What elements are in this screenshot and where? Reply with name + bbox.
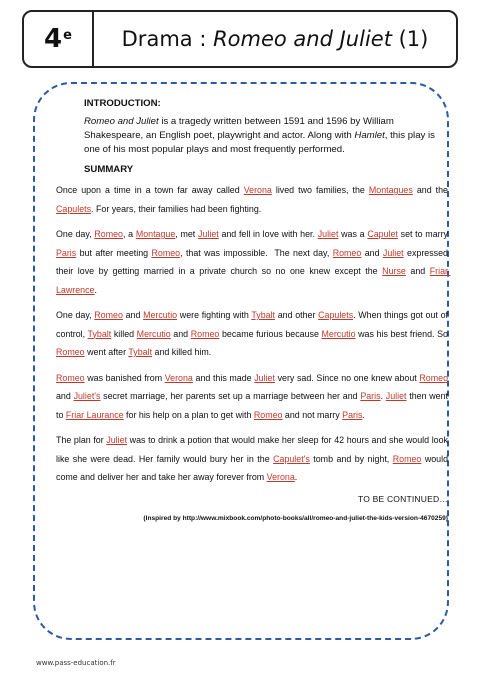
text-run: was banished from [84,372,165,383]
text-run: and fell in love with her. [218,229,318,239]
page-title [94,12,456,66]
text-run: , a [122,229,136,239]
text-run: . When things got out of control, [56,310,451,339]
summary-paragraph [56,306,451,362]
text-run: Romeo and Juliet [84,116,159,127]
text-run: set to marry [397,229,451,239]
character-name: Capulet's [273,453,310,464]
character-name: Friar Laurance [65,409,124,420]
text-run: but after meeting [76,247,152,258]
title-prefix: Drama : [121,27,214,51]
text-run: tomb and by night, [309,453,393,464]
to-be-continued: TO BE CONTINUED… [358,493,448,504]
character-name: Romeo [94,310,123,320]
text-run: , that was impossible. The next day, [180,247,333,258]
character-name: Romeo [392,453,422,464]
character-name: Romeo [56,347,85,357]
character-name: Verona [243,185,272,195]
grade-number: 4 [44,24,63,54]
text-run: was his best friend. So [355,328,451,339]
text-run: and killed him. [152,347,212,357]
character-name: Tybalt [128,347,153,357]
introduction-text [84,115,448,157]
text-run: and this made [192,372,255,383]
character-name: Romeo [190,328,220,339]
character-name: Verona [164,372,193,383]
header-box [22,10,458,68]
character-name: Capulets [56,203,92,214]
character-name: Verona [266,472,295,482]
text-run: One day, [56,310,95,320]
source-credit: (Inspired by http://www.mixbook.com/photo-books/all/romeo-and-juliet-the-kids-version-4670259) [143,514,448,522]
text-run: killed [111,328,137,339]
text-run: would come and deliver her and take her away forever from [56,453,451,482]
text-run: and not marry [282,409,343,420]
text-run: went after [84,347,129,357]
summary-paragraph [56,431,451,487]
grade-level [24,12,94,66]
content [56,98,451,522]
character-name: Juliet [317,229,339,239]
summary-paragraph [56,225,451,299]
text-run: Hamlet [354,130,385,141]
text-run: for his help on a plan to get with [123,409,254,420]
text-run: and [122,310,144,320]
text-run: and the [412,185,451,195]
summary-paragraph [56,181,451,218]
text-run: were fighting with [177,310,252,320]
character-name: Capulets [318,310,354,320]
title-suffix: (1) [391,27,429,51]
summary-paragraph [56,369,451,425]
character-name: Friar Lawrence [56,266,451,295]
character-name: Romeo [56,372,85,383]
character-name: Juliet [198,229,219,239]
text-run: became furious because [219,328,322,339]
character-name: Capulet [367,229,398,239]
text-run: and other [275,310,319,320]
text-run: and [361,247,383,258]
character-name: Romeo [419,372,449,383]
character-name: Juliet [254,372,275,383]
footer-website: www.pass-education.fr [36,659,116,667]
character-name: Paris [342,409,363,420]
text-run: then went to [56,391,451,420]
character-name: Tybalt [87,328,112,339]
character-name: Juliet [382,247,404,258]
character-name: Mercutio [321,328,356,339]
introduction-heading: INTRODUCTION: [84,98,161,109]
text-run: secret marriage, her parents set up a marriage between her and [100,391,361,401]
character-name: Tybalt [251,310,276,320]
character-name: Romeo [151,247,181,258]
summary-heading: SUMMARY [84,164,134,175]
text-run: is a tragedy written between 1591 and 1596 by William Shakespeare, an English poet, playwright and actor. Along with [84,116,397,141]
text-run: One day, [56,229,95,239]
text-run: . For years, their families had been fighting. [91,203,262,214]
text-run: and [56,372,451,401]
character-name: Paris [56,247,77,258]
text-run: and [170,328,191,339]
character-name: Mercutio [143,310,178,320]
text-run: and [405,266,430,276]
summary-body [56,181,451,487]
text-run: . [380,391,386,401]
text-run: lived two families, the [271,185,369,195]
character-name: Romeo [253,409,283,420]
title-play-name: Romeo and Juliet [213,27,392,51]
text-run: . [362,409,365,420]
text-run: was to drink a potion that would make her sleep for 42 hours and she would look like she were dead. Her family would bury her in the [56,435,451,464]
text-run: . [94,284,97,295]
text-run: was a [338,229,368,239]
character-name: Montagues [368,185,413,195]
character-name: Mercutio [136,328,171,339]
character-name: Paris [360,391,381,401]
character-name: Romeo [332,247,362,258]
grade-suffix: e [63,27,72,43]
text-run: very sad. Since no one knew about [274,372,420,383]
text-run: Once upon a time in a town far away called [56,185,244,195]
text-run: expressed their love by getting married in a private church so no one knew except the [56,247,451,276]
character-name: Juliet [385,391,407,401]
character-name: Romeo [94,229,123,239]
character-name: Nurse [382,266,406,276]
text-run: , this play is one of his most popular plays and most frequently performed. [84,130,438,155]
text-run: , met [175,229,198,239]
character-name: Montague [135,229,176,239]
text-run: The plan for [56,435,107,445]
character-name: Juliet's [73,391,101,401]
character-name: Juliet [106,435,128,445]
text-run: . [294,472,298,482]
